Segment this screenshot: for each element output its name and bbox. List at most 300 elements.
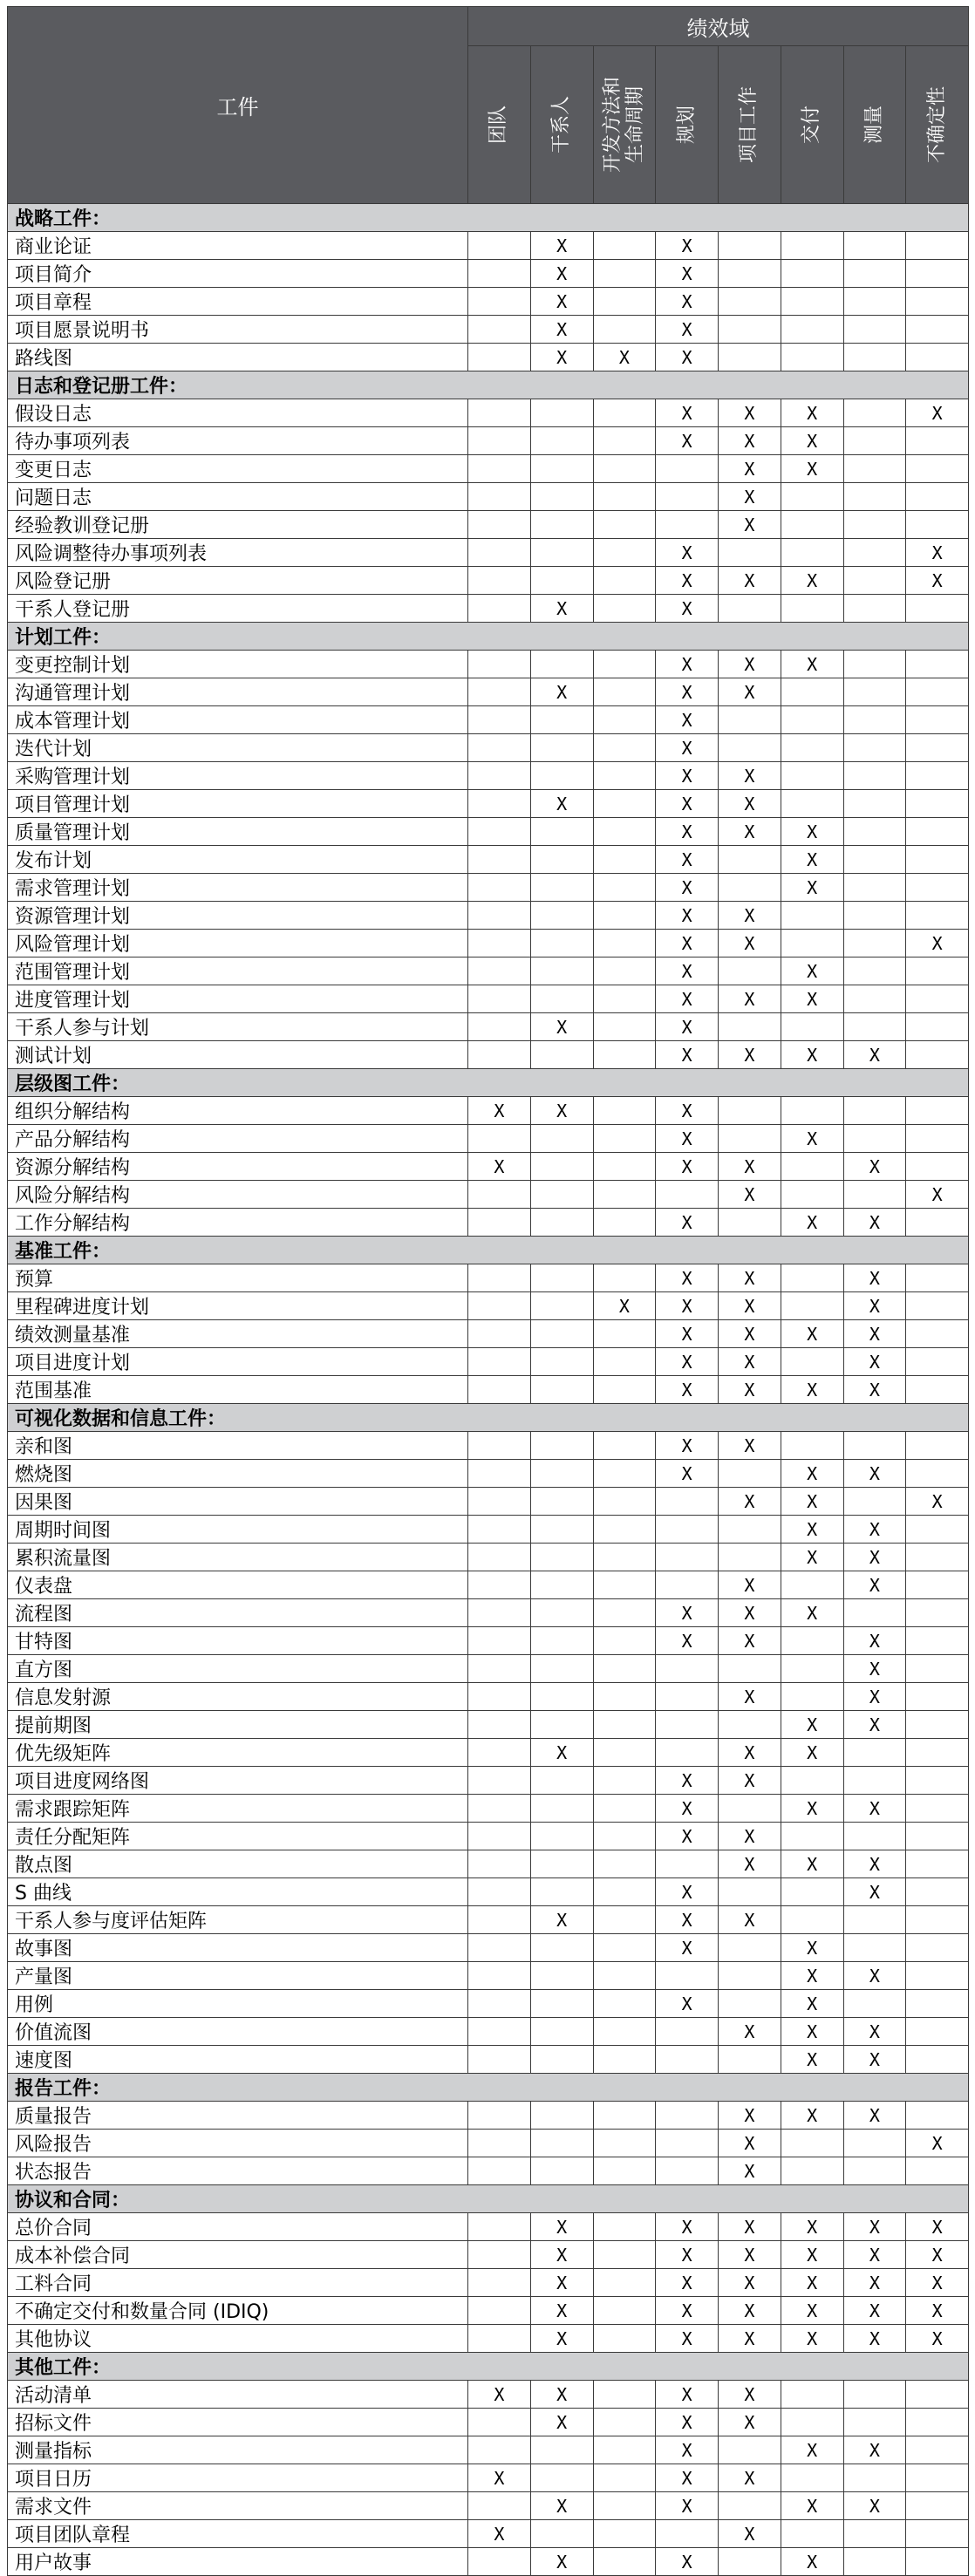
artifact-name: 用例 <box>8 1990 468 2018</box>
empty-cell <box>593 2381 656 2409</box>
empty-cell <box>593 260 656 288</box>
empty-cell <box>593 651 656 678</box>
artifact-name: 价值流图 <box>8 2018 468 2046</box>
empty-cell <box>530 818 593 846</box>
applicable-mark: X <box>656 1934 719 1962</box>
category-row <box>8 1069 969 1097</box>
empty-cell <box>906 2548 969 2576</box>
applicable-mark: X <box>656 651 719 678</box>
applicable-mark: X <box>530 1739 593 1767</box>
empty-cell <box>906 2157 969 2185</box>
empty-cell <box>906 1823 969 1850</box>
empty-cell <box>468 902 531 930</box>
empty-cell <box>719 706 781 734</box>
artifact-name: 发布计划 <box>8 846 468 874</box>
empty-cell <box>781 288 843 316</box>
applicable-mark: X <box>530 316 593 344</box>
empty-cell <box>593 1348 656 1376</box>
table-row <box>8 288 969 316</box>
empty-cell <box>468 651 531 678</box>
table-row <box>8 1934 969 1962</box>
table-row <box>8 1767 969 1795</box>
empty-cell <box>468 957 531 985</box>
table-row <box>8 1990 969 2018</box>
empty-cell <box>468 1711 531 1739</box>
empty-cell <box>906 985 969 1013</box>
empty-cell <box>843 846 906 874</box>
empty-cell <box>906 595 969 623</box>
empty-cell <box>593 2213 656 2241</box>
applicable-mark: X <box>906 930 969 957</box>
applicable-mark: X <box>843 2241 906 2269</box>
applicable-mark: X <box>656 706 719 734</box>
applicable-mark: X <box>781 1962 843 1990</box>
applicable-mark: X <box>530 260 593 288</box>
table-row <box>8 2269 969 2297</box>
category-title: 计划工件： <box>8 623 969 651</box>
applicable-mark: X <box>781 2548 843 2576</box>
table-row <box>8 232 969 260</box>
empty-cell <box>906 678 969 706</box>
empty-cell <box>593 1990 656 2018</box>
table-row <box>8 2464 969 2492</box>
empty-cell <box>530 511 593 539</box>
table-row <box>8 1516 969 1544</box>
empty-cell <box>719 288 781 316</box>
table-row <box>8 2297 969 2325</box>
empty-cell <box>906 762 969 790</box>
empty-cell <box>468 1181 531 1209</box>
empty-cell <box>906 1627 969 1655</box>
applicable-mark: X <box>656 1097 719 1125</box>
empty-cell <box>781 316 843 344</box>
empty-cell <box>906 260 969 288</box>
applicable-mark: X <box>468 2381 531 2409</box>
empty-cell <box>719 316 781 344</box>
applicable-mark: X <box>843 2102 906 2130</box>
artifact-name: 项目团队章程 <box>8 2520 468 2548</box>
empty-cell <box>593 1153 656 1181</box>
applicable-mark: X <box>656 1767 719 1795</box>
applicable-mark: X <box>781 1934 843 1962</box>
domain-header-4 <box>719 46 781 204</box>
applicable-mark: X <box>843 1627 906 1655</box>
empty-cell <box>719 874 781 902</box>
table-row <box>8 1739 969 1767</box>
table-row <box>8 1209 969 1237</box>
applicable-mark: X <box>656 2381 719 2409</box>
applicable-mark: X <box>719 1823 781 1850</box>
empty-cell <box>719 957 781 985</box>
empty-cell <box>468 930 531 957</box>
domain-header-7 <box>906 46 969 204</box>
applicable-mark: X <box>906 2297 969 2325</box>
empty-cell <box>468 399 531 427</box>
empty-cell <box>843 2520 906 2548</box>
empty-cell <box>781 1348 843 1376</box>
applicable-mark: X <box>656 790 719 818</box>
applicable-mark: X <box>719 1571 781 1599</box>
table-row <box>8 2241 969 2269</box>
empty-cell <box>468 1767 531 1795</box>
applicable-mark: X <box>530 1013 593 1041</box>
empty-cell <box>656 1488 719 1516</box>
empty-cell <box>656 511 719 539</box>
table-row <box>8 1906 969 1934</box>
empty-cell <box>593 1878 656 1906</box>
applicable-mark: X <box>719 399 781 427</box>
applicable-mark: X <box>781 1850 843 1878</box>
domain-header-1 <box>530 46 593 204</box>
domain-header-0 <box>468 46 531 204</box>
empty-cell <box>906 1153 969 1181</box>
empty-cell <box>593 1432 656 1460</box>
empty-cell <box>906 902 969 930</box>
applicable-mark: X <box>656 232 719 260</box>
empty-cell <box>781 1906 843 1934</box>
artifact-name: 采购管理计划 <box>8 762 468 790</box>
empty-cell <box>906 2492 969 2520</box>
applicable-mark: X <box>719 1627 781 1655</box>
applicable-mark: X <box>593 344 656 371</box>
applicable-mark: X <box>719 930 781 957</box>
empty-cell <box>593 1041 656 1069</box>
table-row <box>8 595 969 623</box>
table-row <box>8 734 969 762</box>
empty-cell <box>843 790 906 818</box>
artifact-domain-matrix-container <box>7 6 968 2576</box>
category-row <box>8 623 969 651</box>
artifact-name: 亲和图 <box>8 1432 468 1460</box>
artifact-name: 散点图 <box>8 1850 468 1878</box>
empty-cell <box>530 762 593 790</box>
applicable-mark: X <box>656 1460 719 1488</box>
artifact-name: 周期时间图 <box>8 1516 468 1544</box>
empty-cell <box>781 734 843 762</box>
empty-cell <box>468 1683 531 1711</box>
empty-cell <box>906 1962 969 1990</box>
empty-cell <box>593 1460 656 1488</box>
empty-cell <box>468 2325 531 2353</box>
artifact-column-header: 工件 <box>8 7 468 204</box>
applicable-mark: X <box>906 539 969 567</box>
applicable-mark: X <box>781 1125 843 1153</box>
table-row <box>8 2157 969 2185</box>
empty-cell <box>781 762 843 790</box>
empty-cell <box>593 2325 656 2353</box>
empty-cell <box>656 2102 719 2130</box>
empty-cell <box>843 734 906 762</box>
empty-cell <box>843 567 906 595</box>
empty-cell <box>843 316 906 344</box>
applicable-mark: X <box>656 1041 719 1069</box>
empty-cell <box>656 1850 719 1878</box>
applicable-mark: X <box>719 1181 781 1209</box>
artifact-name: 风险登记册 <box>8 567 468 595</box>
empty-cell <box>593 1739 656 1767</box>
empty-cell <box>906 1599 969 1627</box>
empty-cell <box>906 651 969 678</box>
empty-cell <box>468 2548 531 2576</box>
empty-cell <box>656 2046 719 2074</box>
empty-cell <box>781 1013 843 1041</box>
applicable-mark: X <box>530 2492 593 2520</box>
empty-cell <box>843 1488 906 1516</box>
empty-cell <box>468 1348 531 1376</box>
applicable-mark: X <box>781 1795 843 1823</box>
artifact-name: 状态报告 <box>8 2157 468 2185</box>
empty-cell <box>593 2102 656 2130</box>
applicable-mark: X <box>781 2102 843 2130</box>
artifact-name: 测试计划 <box>8 1041 468 1069</box>
empty-cell <box>468 316 531 344</box>
empty-cell <box>906 1655 969 1683</box>
table-row <box>8 1850 969 1878</box>
empty-cell <box>468 1934 531 1962</box>
table-row <box>8 1823 969 1850</box>
empty-cell <box>906 455 969 483</box>
matrix-header <box>8 7 969 204</box>
empty-cell <box>719 1962 781 1990</box>
empty-cell <box>468 2436 531 2464</box>
empty-cell <box>843 288 906 316</box>
applicable-mark: X <box>843 1376 906 1404</box>
artifact-name: 组织分解结构 <box>8 1097 468 1125</box>
applicable-mark: X <box>719 790 781 818</box>
applicable-mark: X <box>906 2269 969 2297</box>
artifact-name: 甘特图 <box>8 1627 468 1655</box>
applicable-mark: X <box>719 1432 781 1460</box>
empty-cell <box>468 1627 531 1655</box>
empty-cell <box>906 1739 969 1767</box>
applicable-mark: X <box>781 427 843 455</box>
empty-cell <box>468 1488 531 1516</box>
empty-cell <box>843 260 906 288</box>
applicable-mark: X <box>656 1292 719 1320</box>
applicable-mark: X <box>530 2213 593 2241</box>
empty-cell <box>530 2464 593 2492</box>
applicable-mark: X <box>656 2409 719 2436</box>
empty-cell <box>781 260 843 288</box>
empty-cell <box>593 706 656 734</box>
empty-cell <box>781 1097 843 1125</box>
applicable-mark: X <box>719 2409 781 2436</box>
applicable-mark: X <box>530 595 593 623</box>
empty-cell <box>843 1181 906 1209</box>
applicable-mark: X <box>781 2436 843 2464</box>
artifact-name: 风险分解结构 <box>8 1181 468 1209</box>
empty-cell <box>656 2130 719 2157</box>
applicable-mark: X <box>906 1488 969 1516</box>
empty-cell <box>906 1125 969 1153</box>
empty-cell <box>656 1711 719 1739</box>
table-row <box>8 483 969 511</box>
empty-cell <box>593 2492 656 2520</box>
empty-cell <box>719 2436 781 2464</box>
empty-cell <box>530 1850 593 1878</box>
empty-cell <box>719 846 781 874</box>
empty-cell <box>530 2130 593 2157</box>
empty-cell <box>530 1292 593 1320</box>
empty-cell <box>719 1544 781 1571</box>
empty-cell <box>530 1376 593 1404</box>
empty-cell <box>530 1320 593 1348</box>
domain-header-label: 交付 <box>801 105 823 145</box>
empty-cell <box>593 2018 656 2046</box>
applicable-mark: X <box>719 902 781 930</box>
applicable-mark: X <box>656 2464 719 2492</box>
empty-cell <box>781 1627 843 1655</box>
empty-cell <box>719 1990 781 2018</box>
domain-header-label: 规划 <box>675 105 698 145</box>
artifact-name: 提前期图 <box>8 1711 468 1739</box>
empty-cell <box>843 706 906 734</box>
empty-cell <box>843 1097 906 1125</box>
table-row <box>8 651 969 678</box>
applicable-mark: X <box>656 316 719 344</box>
empty-cell <box>468 2130 531 2157</box>
applicable-mark: X <box>656 260 719 288</box>
applicable-mark: X <box>781 1739 843 1767</box>
table-row <box>8 1181 969 1209</box>
table-row <box>8 2520 969 2548</box>
empty-cell <box>843 2130 906 2157</box>
table-row <box>8 706 969 734</box>
empty-cell <box>781 2381 843 2409</box>
table-row <box>8 455 969 483</box>
applicable-mark: X <box>719 1153 781 1181</box>
empty-cell <box>719 1516 781 1544</box>
empty-cell <box>468 1599 531 1627</box>
applicable-mark: X <box>656 2241 719 2269</box>
applicable-mark: X <box>719 1348 781 1376</box>
empty-cell <box>593 874 656 902</box>
table-row <box>8 2381 969 2409</box>
applicable-mark: X <box>656 427 719 455</box>
applicable-mark: X <box>530 1906 593 1934</box>
empty-cell <box>530 1990 593 2018</box>
applicable-mark: X <box>719 2241 781 2269</box>
empty-cell <box>530 2046 593 2074</box>
applicable-mark: X <box>843 1041 906 1069</box>
empty-cell <box>656 2520 719 2548</box>
empty-cell <box>593 2548 656 2576</box>
table-row <box>8 1460 969 1488</box>
empty-cell <box>593 1544 656 1571</box>
applicable-mark: X <box>781 818 843 846</box>
empty-cell <box>593 1320 656 1348</box>
category-title: 战略工件： <box>8 204 969 232</box>
applicable-mark: X <box>656 2492 719 2520</box>
empty-cell <box>593 1013 656 1041</box>
applicable-mark: X <box>468 2520 531 2548</box>
applicable-mark: X <box>719 1320 781 1348</box>
table-row <box>8 930 969 957</box>
empty-cell <box>468 2241 531 2269</box>
table-row <box>8 427 969 455</box>
artifact-name: 总价合同 <box>8 2213 468 2241</box>
empty-cell <box>906 1013 969 1041</box>
artifact-name: 成本管理计划 <box>8 706 468 734</box>
applicable-mark: X <box>781 455 843 483</box>
empty-cell <box>906 1571 969 1599</box>
empty-cell <box>906 2102 969 2130</box>
applicable-mark: X <box>843 1795 906 1823</box>
empty-cell <box>468 1376 531 1404</box>
artifact-name: 信息发射源 <box>8 1683 468 1711</box>
artifact-name: 干系人登记册 <box>8 595 468 623</box>
empty-cell <box>468 1264 531 1292</box>
applicable-mark: X <box>530 2409 593 2436</box>
applicable-mark: X <box>843 1516 906 1544</box>
table-row <box>8 1348 969 1376</box>
empty-cell <box>468 1125 531 1153</box>
category-title: 层级图工件： <box>8 1069 969 1097</box>
applicable-mark: X <box>719 762 781 790</box>
empty-cell <box>530 2436 593 2464</box>
table-row <box>8 399 969 427</box>
empty-cell <box>843 2548 906 2576</box>
table-row <box>8 260 969 288</box>
empty-cell <box>593 678 656 706</box>
empty-cell <box>468 678 531 706</box>
artifact-name: 测量指标 <box>8 2436 468 2464</box>
empty-cell <box>468 1209 531 1237</box>
empty-cell <box>530 539 593 567</box>
applicable-mark: X <box>843 2325 906 2353</box>
empty-cell <box>906 706 969 734</box>
empty-cell <box>530 1209 593 1237</box>
artifact-name: 工作分解结构 <box>8 1209 468 1237</box>
empty-cell <box>843 2464 906 2492</box>
applicable-mark: X <box>656 957 719 985</box>
empty-cell <box>906 874 969 902</box>
applicable-mark: X <box>719 455 781 483</box>
empty-cell <box>843 651 906 678</box>
empty-cell <box>906 1850 969 1878</box>
applicable-mark: X <box>719 1488 781 1516</box>
empty-cell <box>906 790 969 818</box>
applicable-mark: X <box>656 1599 719 1627</box>
applicable-mark: X <box>719 1041 781 1069</box>
table-row <box>8 1962 969 1990</box>
domain-header-3 <box>656 46 719 204</box>
artifact-name: S 曲线 <box>8 1878 468 1906</box>
applicable-mark: X <box>719 678 781 706</box>
empty-cell <box>530 1181 593 1209</box>
empty-cell <box>468 985 531 1013</box>
artifact-name: 质量管理计划 <box>8 818 468 846</box>
empty-cell <box>843 930 906 957</box>
artifact-name: 假设日志 <box>8 399 468 427</box>
empty-cell <box>468 1739 531 1767</box>
applicable-mark: X <box>719 2157 781 2185</box>
applicable-mark: X <box>656 930 719 957</box>
applicable-mark: X <box>719 483 781 511</box>
empty-cell <box>468 232 531 260</box>
artifact-domain-matrix <box>7 6 969 2576</box>
category-title: 日志和登记册工件： <box>8 371 969 399</box>
applicable-mark: X <box>719 2520 781 2548</box>
empty-cell <box>468 1571 531 1599</box>
empty-cell <box>781 1683 843 1711</box>
empty-cell <box>468 260 531 288</box>
applicable-mark: X <box>719 1850 781 1878</box>
empty-cell <box>906 957 969 985</box>
applicable-mark: X <box>781 1599 843 1627</box>
empty-cell <box>530 2520 593 2548</box>
applicable-mark: X <box>843 1711 906 1739</box>
